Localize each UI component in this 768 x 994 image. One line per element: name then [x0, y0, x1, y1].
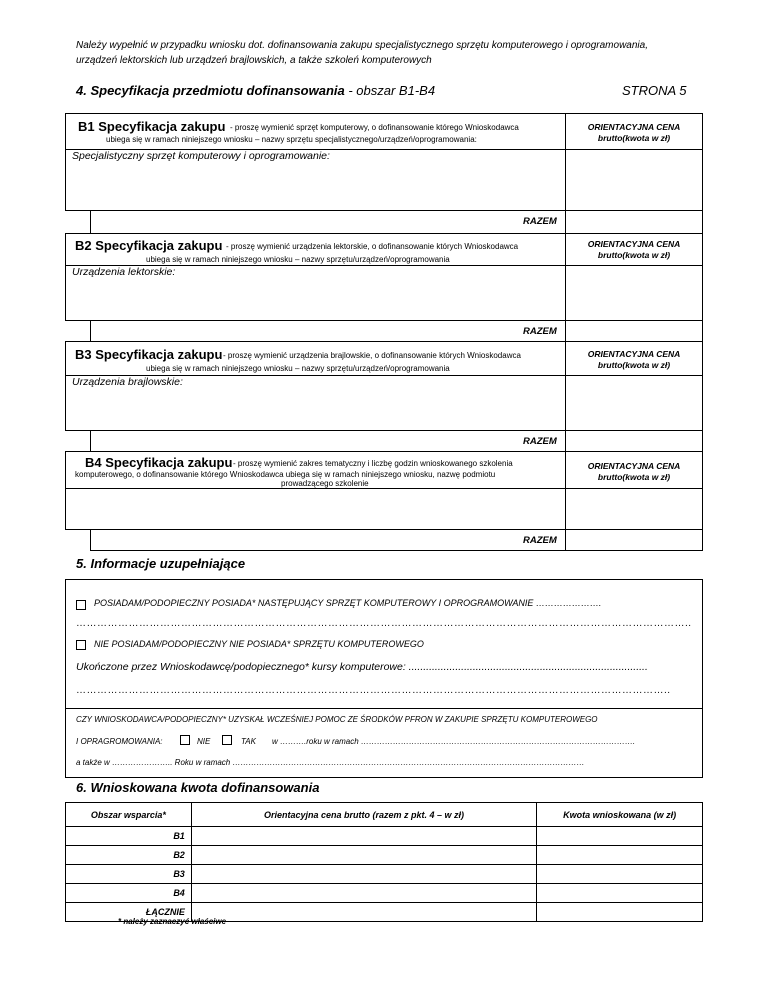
price-cell-b4[interactable]: [191, 884, 536, 903]
help-no-checkbox[interactable]: [180, 735, 190, 745]
b4-price-header: [567, 461, 701, 483]
footnote: * należy zaznaczyć właściwe: [118, 917, 227, 926]
row-label-b2: B2: [66, 846, 192, 865]
b3-field-label: Urządzenia brajlowskie:: [72, 376, 183, 388]
col-amount-header: Kwota wnioskowana (w zł): [537, 803, 703, 827]
b2-price-header: [567, 239, 701, 261]
b1-total-value[interactable]: [565, 210, 703, 234]
option-has-equipment-checkbox[interactable]: [76, 600, 86, 610]
b3-price-header-1: ORIENTACYJNA CENA: [587, 349, 681, 359]
b2-price-header-1: ORIENTACYJNA CENA: [587, 239, 681, 249]
option-no-equipment-label: NIE POSIADAM/PODOPIECZNY NIE POSIADA* SPRZĘTU KOMPUTEROWEGO: [94, 639, 424, 649]
b2-total-value[interactable]: [565, 320, 703, 342]
section4-title: [76, 83, 435, 98]
b4-desc-2: komputerowego, o dofinansowanie którego Wnioskodawca ubiega się w ramach niniejszego wniosku, nazwę podmiotu: [75, 470, 496, 479]
b2-desc-1: - proszę wymienić urządzenia lektorskie, o dofinansowanie których Wnioskodawca: [226, 242, 519, 251]
table-row: [66, 827, 703, 846]
b3-price-field[interactable]: [565, 375, 703, 431]
section5-divider: [66, 708, 702, 709]
b2-total-label: RAZEM: [523, 326, 557, 337]
b1-field-label: Specjalistyczny sprzęt komputerowy i oprogramowanie:: [72, 150, 330, 162]
courses-line[interactable]: ……………………………………………………………………………………………………………………………………………………..: [76, 685, 671, 696]
b3-price-header: [567, 349, 701, 371]
b4-total-label: RAZEM: [523, 535, 557, 546]
intro-line-1: Należy wypełnić w przypadku wniosku dot. dofinansowania zakupu specjalistycznego sprzętu komputerowego i oprogramowania,: [76, 40, 648, 51]
option-has-equipment-label: POSIADAM/PODOPIECZNY POSIADA* NASTĘPUJĄCY SPRZĘT KOMPUTEROWY I OPROGRAMOWANIE ………………….: [94, 598, 602, 608]
price-cell-total[interactable]: [191, 903, 536, 922]
table-row: [66, 884, 703, 903]
amount-cell-b2[interactable]: [537, 846, 703, 865]
intro-line-2: urządzeń lektorskich lub urządzeń brajlowskich, a także szkoleń komputerowych: [76, 55, 432, 66]
col-area-header: Obszar wsparcia*: [66, 803, 192, 827]
funding-table: [65, 802, 703, 922]
b3-total-label: RAZEM: [523, 436, 557, 447]
b1-desc-2: ubiega się w ramach niniejszego wniosku – nazwy sprzętu specjalistycznego/urządzeń/oprogramowania:: [106, 135, 477, 144]
page-number: STRONA 5: [622, 83, 687, 98]
col-price-header: Orientacyjna cena brutto (razem z pkt. 4 – w zł): [191, 803, 536, 827]
courses-field[interactable]: Ukończone przez Wnioskodawcę/podopiecznego* kursy komputerowe: ..................................................................................: [76, 661, 648, 673]
option-no-equipment-checkbox[interactable]: [76, 640, 86, 650]
b1-desc-1: - proszę wymienić sprzęt komputerowy, o dofinansowanie którego Wnioskodawca: [230, 123, 519, 132]
amount-cell-b3[interactable]: [537, 865, 703, 884]
b3-desc-2: ubiega się w ramach niniejszego wniosku – nazwy sprzętu/urządzeń/oprogramowania: [146, 364, 450, 373]
section4-subtitle: - obszar B1-B4: [348, 83, 436, 98]
b1-price-header-2: brutto(kwota w zł): [597, 133, 671, 143]
section5-title: 5. Informacje uzupełniające: [76, 556, 246, 571]
b4-title: B4 Specyfikacja zakupu: [85, 455, 233, 470]
b1-title: B1 Specyfikacja zakupu: [78, 119, 226, 134]
price-cell-b3[interactable]: [191, 865, 536, 884]
table-row: [66, 865, 703, 884]
b1-price-header-1: ORIENTACYJNA CENA: [587, 122, 681, 132]
row-label-total: ŁĄCZNIE: [66, 903, 192, 922]
option-has-equipment-line[interactable]: …………………………………………………………………………………………………………………………………………………………..: [76, 618, 692, 629]
help-year-field[interactable]: w ……….roku w ramach ………………………………………………………………………………………….: [272, 737, 636, 746]
price-cell-b1[interactable]: [191, 827, 536, 846]
b4-price-header-1: ORIENTACYJNA CENA: [587, 461, 681, 471]
row-label-b1: B1: [66, 827, 192, 846]
b2-title: B2 Specyfikacja zakupu: [75, 238, 223, 253]
b1-price-field[interactable]: [565, 149, 703, 211]
row-label-b4: B4: [66, 884, 192, 903]
b4-desc-1: - proszę wymienić zakres tematyczny i liczbę godzin wnioskowanego szkolenia: [233, 459, 513, 468]
b4-price-header-2: brutto(kwota w zł): [597, 472, 671, 482]
section6-title: 6. Wnioskowana kwota dofinansowania: [76, 780, 320, 795]
help-question-line-2: I OPRAGROMOWANIA:: [76, 737, 163, 746]
b3-price-header-2: brutto(kwota w zł): [597, 360, 671, 370]
b4-price-field[interactable]: [565, 488, 703, 530]
help-question-line-1: CZY WNIOSKODAWCA/PODOPIECZNY* UZYSKAŁ WCZEŚNIEJ POMOC ZE ŚRODKÓW PFRON W ZAKUPIE SPRZĘTU KOMPUTEROWEGO: [76, 715, 598, 724]
amount-cell-b4[interactable]: [537, 884, 703, 903]
section5-box: [65, 579, 703, 778]
b3-total-value[interactable]: [565, 430, 703, 452]
section4-title-text: 4. Specyfikacja przedmiotu dofinansowania: [76, 83, 345, 98]
b1-total-label: RAZEM: [523, 216, 557, 227]
b2-desc-2: ubiega się w ramach niniejszego wniosku – nazwy sprzętu/urządzeń/oprogramowania: [146, 255, 450, 264]
b1-price-header: [567, 122, 701, 144]
b3-desc-1: - proszę wymienić urządzenia brajlowskie, o dofinansowanie których Wnioskodawca: [223, 351, 521, 360]
price-cell-b2[interactable]: [191, 846, 536, 865]
help-yes-label: TAK: [241, 737, 256, 746]
b4-total-value[interactable]: [565, 529, 703, 551]
b2-price-header-2: brutto(kwota w zł): [597, 250, 671, 260]
help-yes-checkbox[interactable]: [222, 735, 232, 745]
table-row: [66, 846, 703, 865]
b2-field-label: Urządzenia lektorskie:: [72, 266, 176, 278]
funding-table-header: [66, 803, 703, 827]
amount-cell-total[interactable]: [537, 903, 703, 922]
row-label-b3: B3: [66, 865, 192, 884]
b4-desc-3: prowadzącego szkolenie: [281, 479, 369, 488]
b2-price-field[interactable]: [565, 265, 703, 321]
help-no-label: NIE: [197, 737, 211, 746]
help-also-field[interactable]: a także w ………………….. Roku w ramach ……………………………………………………………………………………………………………………: [76, 758, 585, 767]
amount-cell-b1[interactable]: [537, 827, 703, 846]
b3-title: B3 Specyfikacja zakupu: [75, 347, 223, 362]
intro-text: [76, 38, 696, 68]
